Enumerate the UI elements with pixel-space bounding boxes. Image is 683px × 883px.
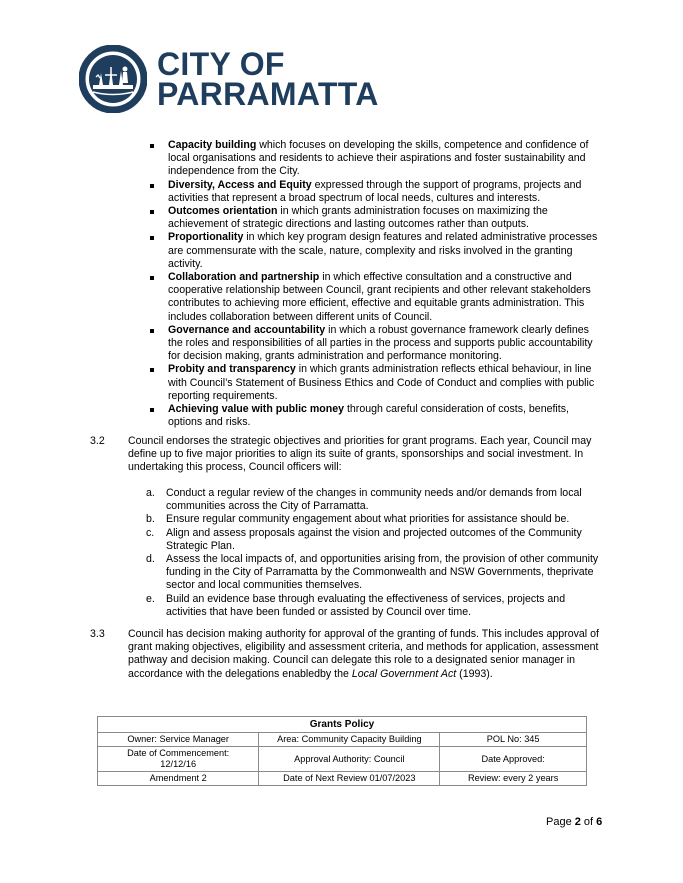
- section-text: [128, 628, 605, 681]
- principle-text: in which grants administration reflects ethical behaviour, in line with Council’s Statement of Business Ethics and Code of Conduct and complies with public reporting requirements.: [168, 363, 595, 402]
- list-item: [146, 527, 606, 553]
- principles-list: [148, 139, 603, 429]
- review-cell: Review: every 2 years: [440, 772, 587, 786]
- principle-text: through careful consideration of costs, benefits, options and risks.: [168, 403, 569, 429]
- principle-title: Diversity, Access and Equity: [168, 178, 312, 191]
- total-pages: 6: [596, 816, 603, 828]
- list-item: [148, 139, 603, 179]
- section-3-2: [90, 435, 605, 475]
- section-text: Council endorses the strategic objectives and priorities for grant programs. Each year, Council may define up to five major priorities to align its suite of grants, sponsorships and social investment. In undertaking this process, Council officers will:: [128, 435, 592, 474]
- page-separator: of: [580, 816, 597, 828]
- area-cell: Area: Community Capacity Building: [259, 733, 440, 747]
- principle-text: in which key program design features and related administrative processes are commensurate with the scale, nature, complexity and risks involved in the granting activity.: [168, 231, 598, 270]
- section-body: Council has decision making authority for approval of the granting of funds. This includes approval of grant making objectives, eligibility and assessment criteria, and methods for application, assessment pathway and decision making. Council can delegate this role to a designated senior manager in accordance with the delegations enabledby the: [128, 628, 599, 680]
- principle-text: in which effective consultation and a constructive and cooperative relationship between Council, grant recipients and other relevant stakeholders contributes to achieving more efficient, effective and equitable grants administration. This includes collaboration between different units of Council.: [168, 271, 591, 323]
- commencement-label: Date of Commencement:: [127, 748, 230, 758]
- city-logo: [79, 44, 379, 114]
- next-review-cell: Date of Next Review 01/07/2023: [259, 772, 440, 786]
- principle-text: which focuses on developing the skills, competence and confidence of local organisations and residents to achieve their aspirations and foster sustainability and independence from the City.: [168, 139, 589, 178]
- commencement-cell: [98, 747, 259, 772]
- table-title: Grants Policy: [98, 717, 587, 733]
- list-item: [146, 593, 606, 619]
- item-letter: e.: [146, 592, 155, 605]
- item-letter: b.: [146, 513, 155, 526]
- logo-line-2: PARRAMATTA: [157, 76, 379, 112]
- principle-text: in which grants administration focuses on maximizing the achievement of strategic directions and lasting outcomes rather than outputs.: [168, 205, 548, 231]
- item-text: Assess the local impacts of, and opportunities arising from, the provision of other community funding in the City of Parramatta by the Commonwealth and NSW Governments, theprivate sector and local communities themselves.: [166, 553, 599, 592]
- commencement-date: 12/12/16: [160, 759, 197, 769]
- current-page: 2: [574, 816, 581, 828]
- table-row: [98, 717, 587, 733]
- list-item: [146, 513, 606, 526]
- principle-text: expressed through the support of programs, projects and activities that represent a broad spectrum of local needs, cultures and interests.: [168, 178, 582, 204]
- list-item: [148, 205, 603, 231]
- section-number: 3.2: [90, 435, 105, 447]
- list-item: [148, 231, 603, 271]
- list-item: [148, 324, 603, 364]
- city-emblem-icon: [79, 45, 147, 113]
- act-name: Local Government Act: [351, 667, 457, 680]
- list-item: [148, 403, 603, 429]
- item-text: Conduct a regular review of the changes in community needs and/or demands from local communities across the City of Parramatta.: [166, 487, 582, 513]
- logo-wordmark: [157, 46, 379, 112]
- principle-title: Outcomes orientation: [168, 205, 278, 218]
- principle-title: Probity and transparency: [168, 363, 296, 376]
- list-item: [148, 363, 603, 403]
- section-tail: (1993).: [456, 667, 493, 680]
- principle-title: Achieving value with public money: [168, 403, 345, 416]
- logo-line-1: CITY OF: [157, 46, 285, 82]
- date-approved-cell: Date Approved:: [440, 747, 587, 772]
- section-3-3: [90, 628, 605, 681]
- section-number: 3.3: [90, 628, 105, 640]
- table-row: [98, 747, 587, 772]
- principle-title: Capacity building: [168, 139, 257, 151]
- item-letter: c.: [146, 526, 155, 539]
- item-text: Align and assess proposals against the vision and projected outcomes of the Community Strategic Plan.: [166, 526, 582, 552]
- amendment-cell: Amendment 2: [98, 772, 259, 786]
- section-3-2-list: [146, 487, 606, 619]
- principle-title: Proportionality: [168, 231, 244, 244]
- item-letter: a.: [146, 487, 155, 499]
- list-item: [148, 271, 603, 324]
- page-prefix: Page: [546, 816, 575, 828]
- table-row: [98, 772, 587, 786]
- list-item: [146, 487, 606, 513]
- table-row: [98, 733, 587, 747]
- page-number: [546, 816, 602, 829]
- list-item: [146, 553, 606, 593]
- item-letter: d.: [146, 553, 155, 566]
- principle-title: Collaboration and partnership: [168, 271, 320, 284]
- policy-info-table: [97, 716, 587, 786]
- item-text: Build an evidence base through evaluating the effectiveness of services, projects and activities that have been funded or assisted by Council over time.: [166, 592, 566, 618]
- pol-no-cell: POL No: 345: [440, 733, 587, 747]
- principle-title: Governance and accountability: [168, 323, 326, 336]
- approval-authority-cell: Approval Authority: Council: [259, 747, 440, 772]
- principle-text: in which a robust governance framework clearly defines the roles and responsibilities of all parties in the process and supports public accountability for decision making, grants administration and performance monitoring.: [168, 323, 593, 363]
- owner-cell: Owner: Service Manager: [98, 733, 259, 747]
- list-item: [148, 179, 603, 205]
- item-text: Ensure regular community engagement about what priorities for assistance should be.: [166, 513, 570, 526]
